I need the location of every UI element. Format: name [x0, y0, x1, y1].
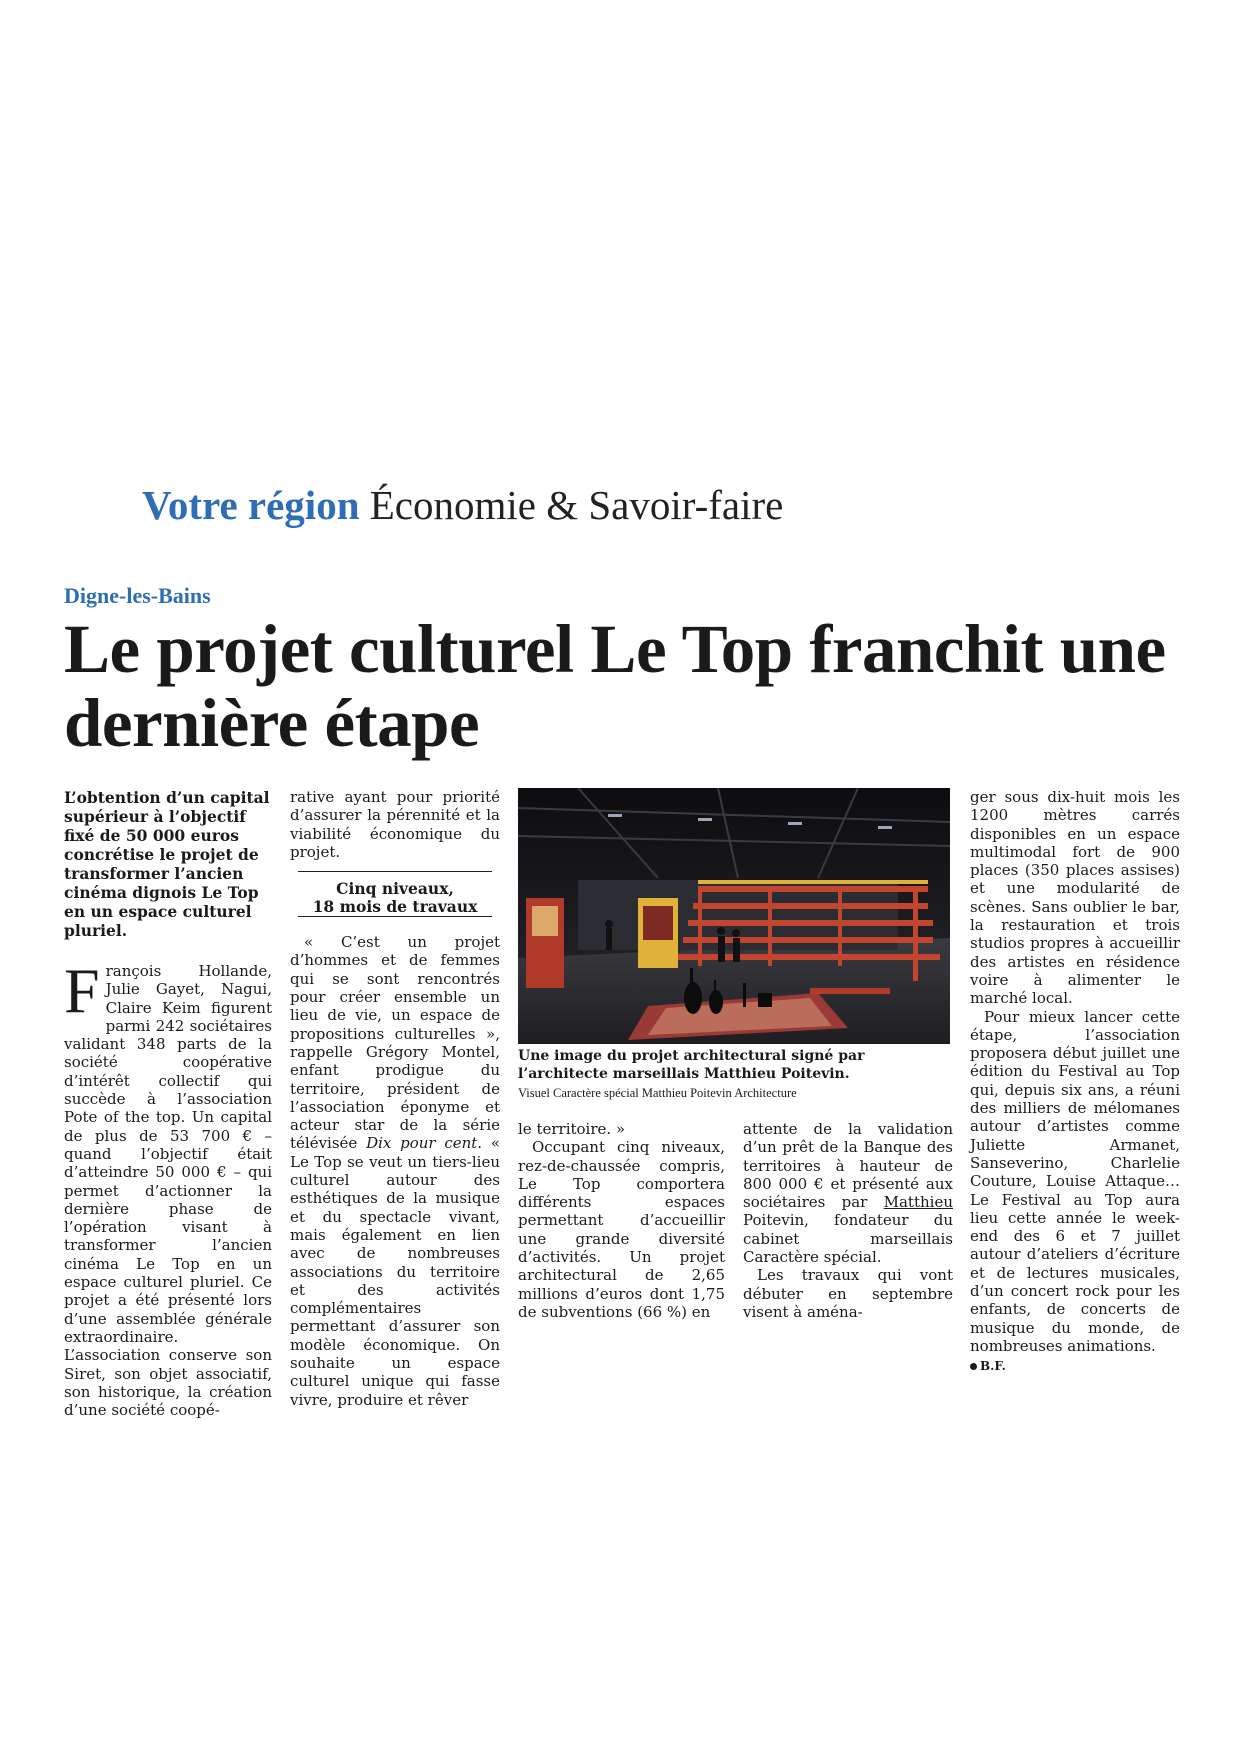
drop-cap: F: [64, 955, 100, 1026]
article-column-2: [290, 788, 500, 1409]
caption-text: Une image du projet architectural signé par l’architecte marseillais Matthieu Poitevin.: [518, 1048, 865, 1082]
author-signature: B.F.: [970, 1357, 1180, 1375]
rubric-region: Votre région: [142, 482, 360, 528]
article-column-4: [743, 1120, 953, 1321]
article-paragraph: Occupant cinq niveaux, rez-de-chaussée compris, Le Top comportera différents espaces permettant d’accueillir une grande diversité d’activités. Un projet architectural de 2,65 millions d’euros dont 1,75 de subventions (66 %) en: [518, 1138, 725, 1321]
article-paragraph: le territoire. »: [518, 1120, 626, 1138]
name-underlined: Matthieu: [883, 1193, 953, 1212]
architecture-rendering-image: [518, 788, 950, 1044]
bullet-dot-icon: [970, 1363, 977, 1370]
section-rubric: [142, 480, 783, 530]
article-paragraph: « C’est un projet d’hommes et de femmes qui se sont rencontrés pour créer ensemble un lieu de vie, un espace de propositions culturelles », rappelle Grégory Montel, enfant prodigue du territoire, président de l’association éponyme et acteur star de la série télévisée Dix pour cent. « Le Top se veut un tiers-lieu culturel autour des esthétiques de la musique et du spectacle vivant, mais également en lien avec de nombreuses associations du territoire et des activités complémentaires permettant d’assurer son modèle économique. On souhaite un espace culturel unique qui fasse vivre, produire et rêver: [290, 933, 500, 1409]
rubric-section: Économie & Savoir-faire: [369, 482, 784, 528]
article-column-5: [970, 788, 1180, 1376]
article-paragraph: Les travaux qui vont débuter en septembre visent à aména-: [743, 1266, 953, 1321]
article-lead: L’obtention d’un capital supérieur à l’objectif fixé de 50 000 euros concrétise le projet de transformer l’ancien cinéma dignois Le Top en un espace culturel pluriel.: [64, 788, 270, 940]
article-paragraph: ger sous dix-huit mois les 1200 mètres carrés disponibles en un espace multimodal fort de 900 places (350 places assises) et une modularité de scènes. Sans oublier le bar, la restauration et trois studios propres à accueillir des artistes en résidence voire à alimenter le marché local.: [970, 788, 1180, 1008]
article-column-1: [64, 788, 272, 1419]
article-photo: [518, 788, 950, 1044]
article-paragraph: attente de la validation d’un prêt de la Banque des territoires à hauteur de 800 000 € et présenté aux sociétaires par Matthieu Poitevin, fondateur du cabinet marseillais Caractère spécial.: [743, 1120, 953, 1267]
article-paragraph: Pour mieux lancer cette étape, l’association proposera début juillet une édition du Festival au Top qui, depuis six ans, a réuni des milliers de mélomanes autour d’artistes comme Juliette Armanet, Sanseverino, Charlelie Couture, Louise Attaque… Le Festival au Top aura lieu cette année le week-end des 6 et 7 juillet autour d’ateliers d’écriture et de lectures musicales, d’un concert rock pour les enfants, de concerts de musique du monde, de nombreuses animations.: [970, 1007, 1180, 1355]
article-headline: Le projet culturel Le Top franchit une dernière étape: [64, 611, 1166, 761]
photo-credit: Visuel Caractère spécial Matthieu Poitevin Architecture: [518, 1086, 797, 1100]
article-column-3: [518, 1120, 725, 1321]
photo-caption: [518, 1048, 958, 1103]
article-paragraph: rative ayant pour priorité d’assurer la pérennité et la viabilité économique du projet.: [290, 788, 500, 861]
intertitle: Cinq niveaux, 18 mois de travaux: [298, 871, 492, 923]
article-paragraph: François Hollande, Julie Gayet, Nagui, Claire Keim figurent parmi 242 sociétaires validant 348 parts de la société coopérative d’intérêt collectif qui succède à l’association Pote of the top. Un capital de plus de 53 700 € – quand l’objectif était d’atteindre 50 000 € – qui permet d’actionner la dernière phase de l’opération visant à transformer l’ancien cinéma Le Top en un espace culturel pluriel. Ce projet a été présenté lors d’une assemblée générale extraordinaire. L’association conserve son Siret, son objet associatif, son historique, la création d’une société coopé-: [64, 955, 272, 1420]
series-title: Dix pour cent: [366, 1134, 478, 1153]
article-kicker: Digne-les-Bains: [64, 583, 211, 608]
